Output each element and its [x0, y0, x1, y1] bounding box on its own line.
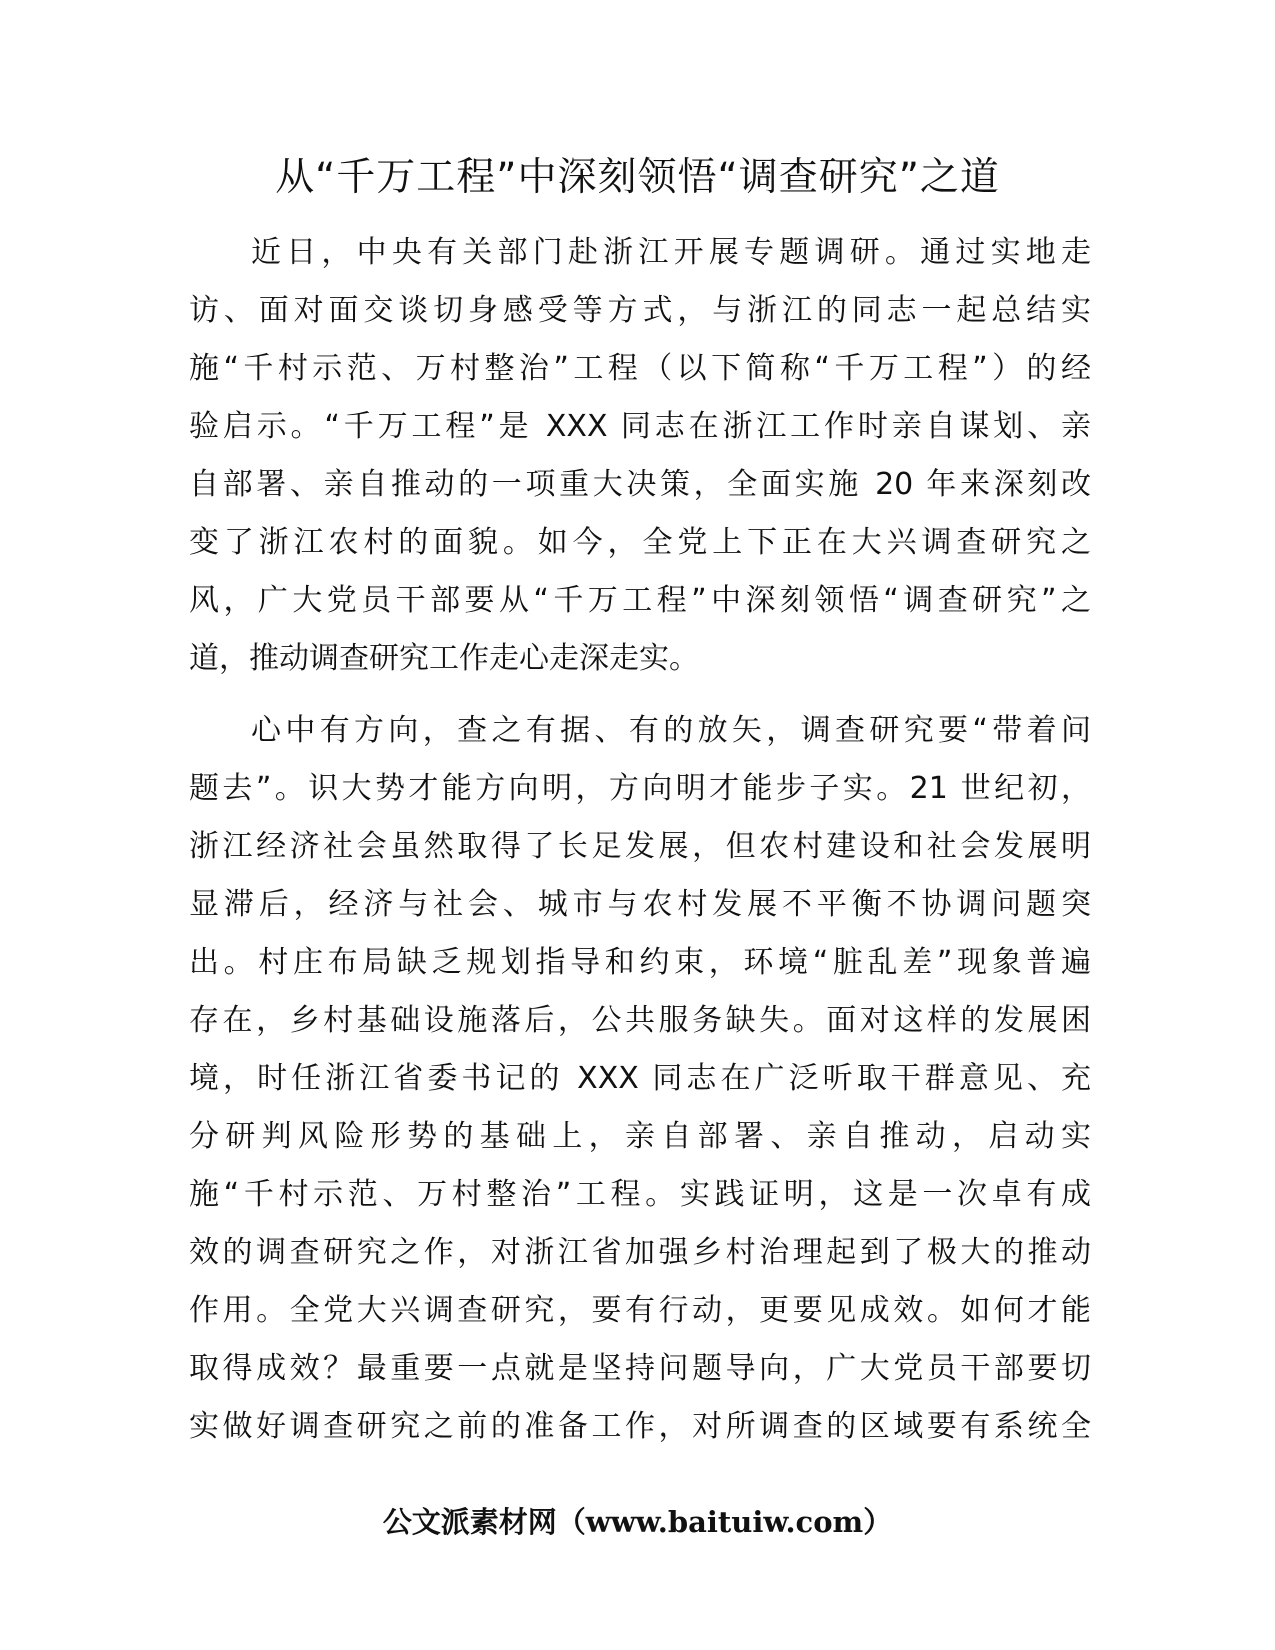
paragraph-line: 访、面对面交谈切身感受等方式，与浙江的同志一起总结实: [189, 293, 1091, 328]
paragraph-line: 近日，中央有关部门赴浙江开展专题调研。通过实地走: [251, 235, 1091, 270]
paragraph-line: 作用。全党大兴调查研究，要有行动，更要见成效。如何才能: [189, 1293, 1091, 1328]
paragraph-line: 实做好调查研究之前的准备工作，对所调查的区域要有系统全: [189, 1409, 1091, 1444]
paragraph-line: 变了浙江农村的面貌。如今，全党上下正在大兴调查研究之: [189, 525, 1091, 560]
paragraph-line: 心中有方向，查之有据、有的放矢，调查研究要“带着问: [251, 713, 1091, 748]
paragraph-line: 浙江经济社会虽然取得了长足发展，但农村建设和社会发展明: [189, 829, 1091, 864]
paragraph-line: 境，时任浙江省委书记的 XXX 同志在广泛听取干群意见、充: [189, 1061, 1091, 1096]
paragraph-2: [189, 702, 1091, 1456]
paragraph-line: 施“千村示范、万村整治”工程。实践证明，这是一次卓有成: [189, 1177, 1091, 1212]
paragraph-line: 施“千村示范、万村整治”工程（以下简称“千万工程”）的经: [189, 351, 1091, 386]
paragraph-line: 效的调查研究之作，对浙江省加强乡村治理起到了极大的推动: [189, 1235, 1091, 1270]
footer-source-label: 公文派素材网（www.baituiw.com）: [382, 1505, 893, 1539]
paragraph-line: 取得成效？最重要一点就是坚持问题导向，广大党员干部要切: [189, 1351, 1091, 1386]
paragraph-line: 题去”。识大势才能方向明，方向明才能步子实。21 世纪初，: [189, 771, 1091, 806]
paragraph-line: 出。村庄布局缺乏规划指导和约束，环境“脏乱差”现象普遍: [189, 945, 1091, 980]
paragraph-line: 分研判风险形势的基础上，亲自部署、亲自推动，启动实: [189, 1119, 1091, 1154]
paragraph-line: 道，推动调查研究工作走心走深走实。: [189, 641, 699, 676]
paragraph-line: 验启示。“千万工程”是 XXX 同志在浙江工作时亲自谋划、亲: [189, 409, 1091, 444]
document-body: [189, 224, 1091, 1456]
document-title: 从“千万工程”中深刻领悟“调查研究”之道: [275, 155, 1000, 200]
paragraph-line: 显滞后，经济与社会、城市与农村发展不平衡不协调问题突: [189, 887, 1091, 922]
paragraph-1: [189, 224, 1091, 688]
paragraph-line: 自部署、亲自推动的一项重大决策，全面实施 20 年来深刻改: [189, 467, 1091, 502]
paragraph-line: 风，广大党员干部要从“千万工程”中深刻领悟“调查研究”之: [189, 583, 1091, 618]
paragraph-spacer: [189, 688, 1091, 702]
paragraph-line: 存在，乡村基础设施落后，公共服务缺失。面对这样的发展困: [189, 1003, 1091, 1038]
